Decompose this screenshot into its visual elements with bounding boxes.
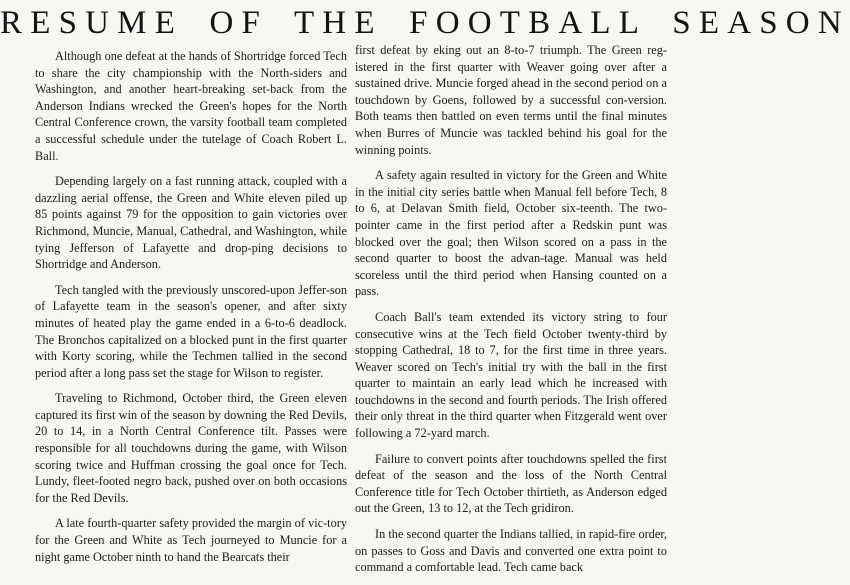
page-title: RESUME OF THE FOOTBALL SEASON xyxy=(0,5,850,41)
paragraph-continuation: first defeat by eking out an 8-to-7 triumph. The Green reg-istered in the first quarter with Weaver going over after a sustained drive. Muncie forged ahead in the second period on a touchdown by Goens, followed by a successful con-version. Both teams then battled on even terms until the final minutes when Burres of Muncie was tackled behind his goal for the winning points. xyxy=(355,43,667,157)
paragraph: Coach Ball's team extended its victory string to four consecutive wins at the Tech field October twenty-third by stopping Cathedral, 18 to 7, for the first time in three years. Weaver scored on Tech's initial try with the ball in the first quarter to maintain an early lead which he increased with touchdowns in the second and fourth periods. The Irish offered their only threat in the third quarter when Fitzgerald went over following a 72-yard march. xyxy=(355,309,667,441)
paragraph: Failure to convert points after touchdowns spelled the first defeat of the season and the loss of the North Central Conference title for Tech October thirtieth, as Anderson edged out the Green, 13 to 12, at the Tech gridiron. xyxy=(355,451,667,516)
paragraph: A safety again resulted in victory for the Green and White in the initial city series battle when Manual fell before Tech, 8 to 6, at Delavan Smith field, October six-teenth. The two-pointer came in the first period after a Redskin punt was blocked over the goal; then Wilson scored on a pass in the second quarter to boost the advan-tage. Manual was held scoreless until the third period when Hansing counted on a pass. xyxy=(355,168,667,299)
paragraph: In the second quarter the Indians tallied, in rapid-fire order, on passes to Goss and Davis and converted one extra point to command a comfortable lead. Tech came back xyxy=(355,527,667,575)
left-column xyxy=(35,48,347,574)
paragraph: Tech tangled with the previously unscored-upon Jeffer-son of Lafayette team in the season's opener, and after sixty minutes of heated play the game ended in a 6-to-6 deadlock. The Bronchos capitalized on a blocked punt in the first quarter with Korty scoring, while the Techmen tallied in the second period after a long pass set the stage for Wilson to register. xyxy=(35,282,347,380)
paragraph: Depending largely on a fast running attack, coupled with a dazzling aerial offense, the Green and White eleven piled up 85 points against 79 for the opposition to gain victories over Richmond, Muncie, Manual, Cathedral, and Washington, while tying Jefferson of Lafayette and drop-ping decisions to Shortridge and Anderson. xyxy=(35,174,347,272)
paragraph: Although one defeat at the hands of Shortridge forced Tech to share the city championship with the North-siders and Washington, and another heart-breaking set-back from the Anderson Indians wrecked the Green's hopes for the North Central Conference crown, the varsity football team completed a successful schedule under the tutelage of Coach Robert L. Ball. xyxy=(35,49,347,163)
paragraph: Traveling to Richmond, October third, the Green eleven captured its first win of the season by downing the Red Devils, 20 to 14, in a North Central Conference tilt. Passes were responsible for all touchdowns during the game, with Wilson scoring twice and Huffman crossing the goal once for Tech. Lundy, fleet-footed negro back, pushed over on both occasions for the Red Devils. xyxy=(35,391,347,505)
right-column xyxy=(355,42,667,585)
paragraph: A late fourth-quarter safety provided the margin of vic-tory for the Green and White as Tech journeyed to Muncie for a night game October ninth to hand the Bearcats their xyxy=(35,516,347,564)
